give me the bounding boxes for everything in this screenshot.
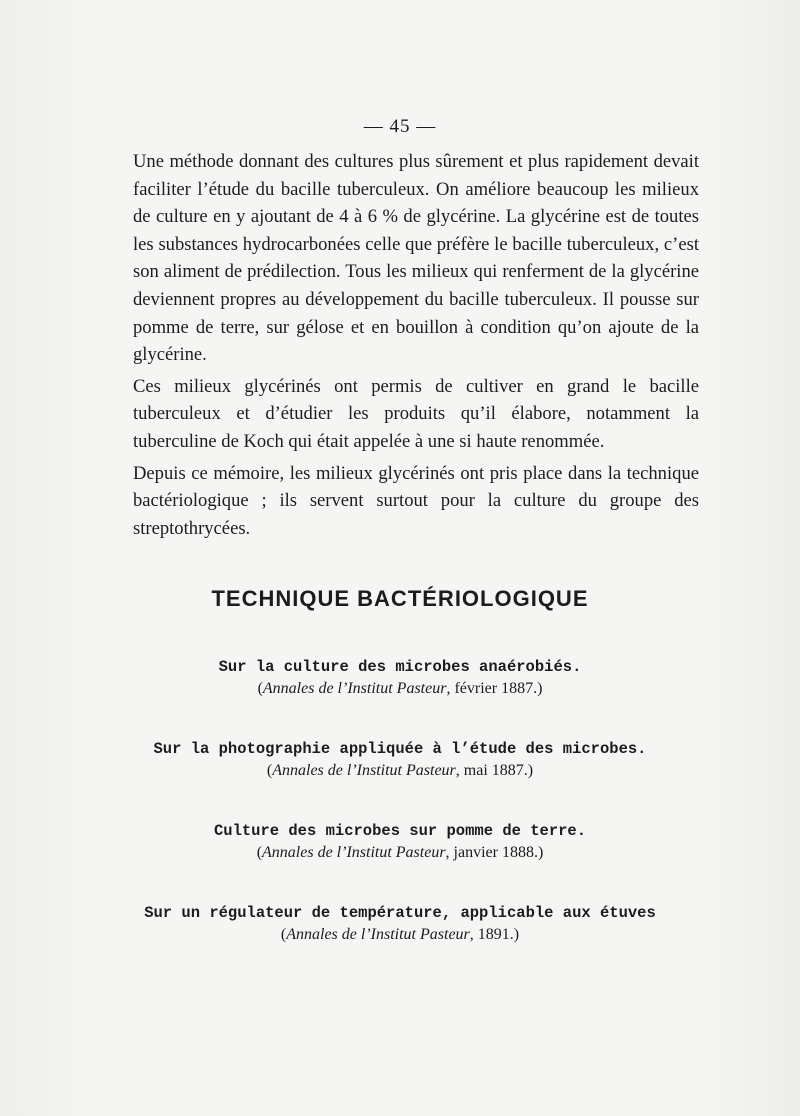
paragraph: Ces milieux glycérinés ont permis de cultiver en grand le bacille tuberculeux et d’étudier les produits qu’il élabore, notamment la tuberculine de Koch qui était appelée à une si haute renommée.	[133, 375, 699, 452]
publication-title: Culture des microbes sur pomme de terre.	[213, 822, 587, 840]
publication-entry	[0, 738, 800, 782]
publication-source: (Annales de l’Institut Pasteur, mai 1887.)	[266, 762, 534, 779]
publication-source: (Annales de l’Institut Pasteur, janvier 1888.)	[256, 844, 544, 861]
journal-name: Annales de l’Institut Pasteur	[286, 926, 470, 943]
publication-source: (Annales de l’Institut Pasteur, février 1887.)	[257, 680, 543, 697]
publication-date: , mai 1887.	[455, 762, 528, 779]
publication-date: , février 1887.	[446, 680, 538, 697]
paragraph: Une méthode donnant des cultures plus sûrement et plus rapidement devait faciliter l’étude du bacille tuberculeux. On améliore beaucoup les milieux de culture en y ajoutant de 4 à 6 % de glycérine. La glycérine est de toutes les substances hydrocarbonées celle que préfère le bacille tuberculeux, c’est son aliment de prédilection. Tous les milieux qui renferment de la glycérine deviennent propres au développement du bacille tuberculeux. Il pousse sur pomme de terre, sur gélose et en bouillon à condition qu’on ajoute de la glycérine.	[133, 151, 699, 366]
publication-title: Sur la photographie appliquée à l’étude des microbes.	[153, 740, 647, 758]
publication-title: Sur un régulateur de température, applicable aux étuves	[144, 904, 656, 922]
body-text	[133, 148, 699, 546]
paragraph: Depuis ce mémoire, les milieux glycérinés ont pris place dans la technique bactériologique ; ils servent surtout pour la culture du groupe des streptothrycées.	[133, 462, 699, 539]
publication-date: , 1891.	[469, 926, 514, 943]
publication-list	[0, 656, 800, 984]
journal-name: Annales de l’Institut Pasteur	[272, 762, 456, 779]
publication-title: Sur la culture des microbes anaérobiés.	[218, 658, 582, 676]
journal-name: Annales de l’Institut Pasteur	[262, 680, 447, 697]
section-heading: TECHNIQUE BACTÉRIOLOGIQUE	[211, 586, 589, 611]
publication-entry	[0, 902, 800, 946]
page-number: — 45 —	[363, 116, 437, 137]
journal-name: Annales de l’Institut Pasteur	[262, 844, 446, 861]
publication-entry	[0, 820, 800, 864]
publication-date: , janvier 1888.	[445, 844, 538, 861]
publication-source: (Annales de l’Institut Pasteur, 1891.)	[280, 926, 520, 943]
publication-entry	[0, 656, 800, 700]
